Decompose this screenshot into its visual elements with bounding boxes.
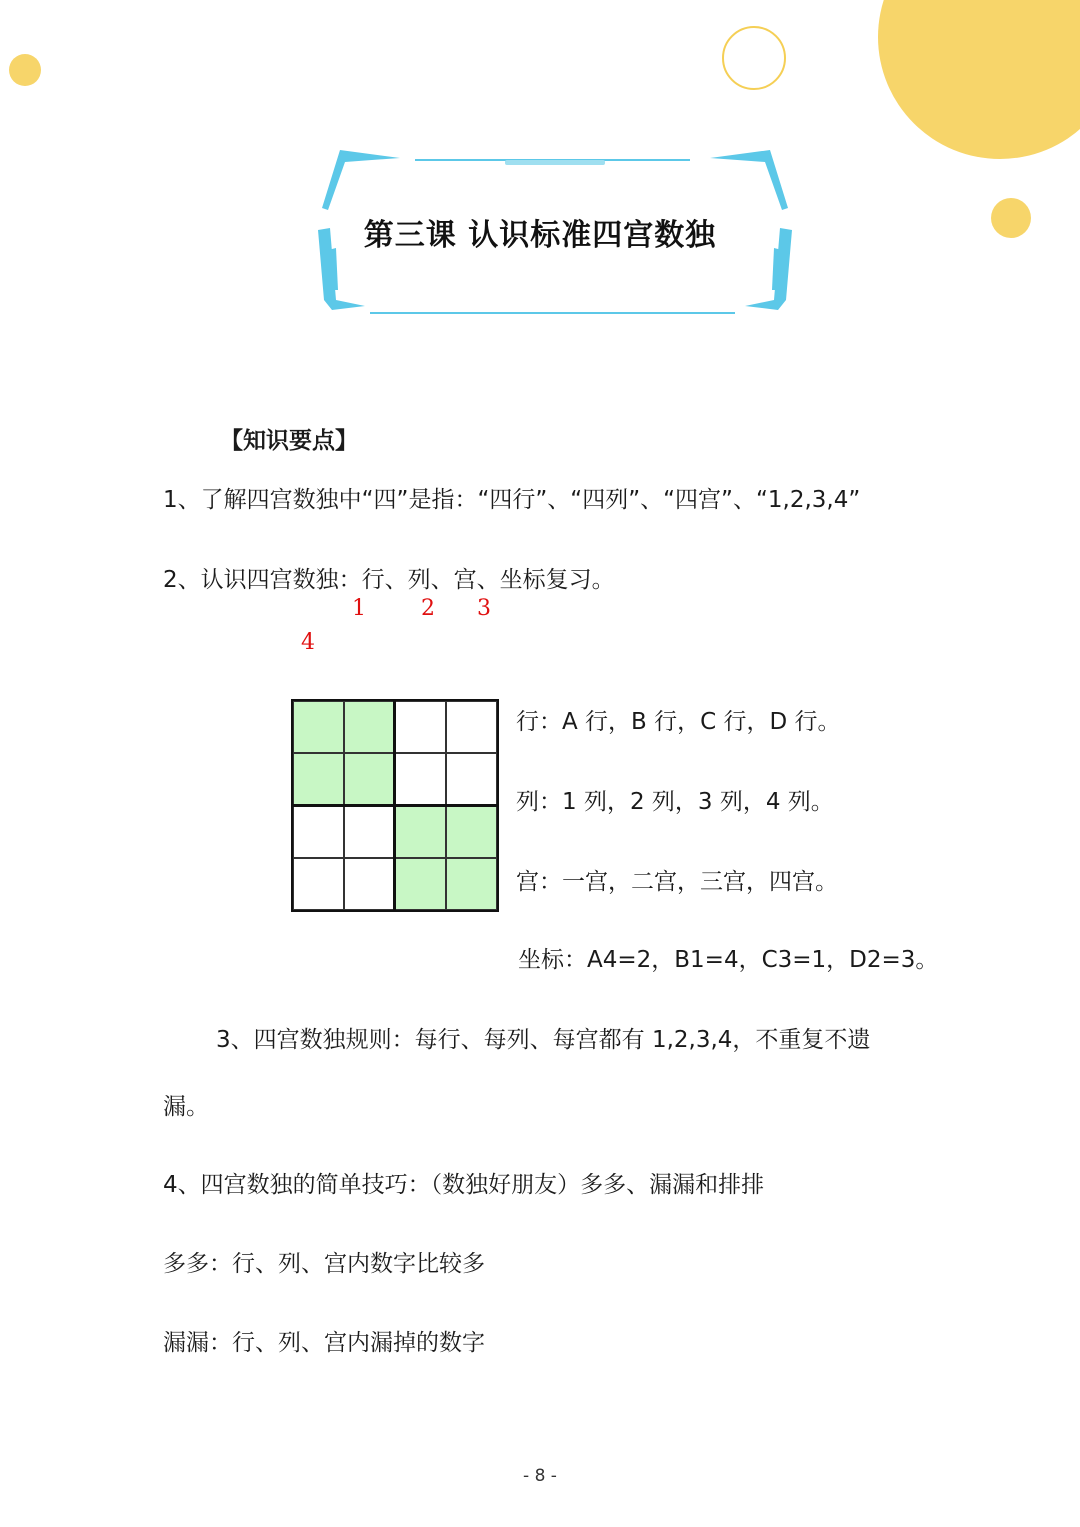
grid-cell: [293, 806, 344, 858]
loulou-line: 漏漏：行、列、宫内漏掉的数字: [163, 1330, 485, 1356]
red-number-1: 1: [352, 596, 366, 621]
point-2: 2、认识四宫数独：行、列、宫、坐标复习。: [163, 567, 615, 593]
grid-cell: [395, 701, 446, 753]
grid-cell: [293, 858, 344, 910]
grid-cell: [344, 701, 395, 753]
point-1: 1、了解四宫数独中“四”是指：“四行”、“四列”、“四宫”、“1,2,3,4”: [163, 487, 861, 513]
duoduo-line: 多多：行、列、宫内数字比较多: [163, 1251, 485, 1277]
page-number: - 8 -: [523, 1466, 557, 1486]
decorative-ring: [722, 26, 786, 90]
coords-label: 坐标：A4=2，B1=4，C3=1，D2=3。: [518, 947, 939, 973]
section-heading: 【知识要点】: [220, 428, 358, 454]
point-4: 4、四宫数独的简单技巧：（数独好朋友）多多、漏漏和排排: [163, 1172, 765, 1198]
grid-cell: [293, 753, 344, 805]
grid-cell: [344, 806, 395, 858]
grid-cell: [395, 753, 446, 805]
box-divider-horizontal: [291, 804, 499, 807]
red-number-2: 2: [421, 596, 435, 621]
grid-cell: [344, 858, 395, 910]
boxes-label: 宫：一宫，二宫，三宫，四宫。: [516, 869, 838, 895]
decorative-large-circle: [878, 0, 1080, 159]
grid-cell: [395, 806, 446, 858]
grid-cell: [446, 858, 497, 910]
page-title: 第三课 认识标准四宫数独: [363, 218, 717, 253]
decorative-small-circle-left: [9, 54, 41, 86]
cols-label: 列：1 列，2 列，3 列，4 列。: [516, 789, 834, 815]
grid-cell: [446, 701, 497, 753]
grid-cell: [344, 753, 395, 805]
grid-cell: [293, 701, 344, 753]
point-3-continued: 漏。: [163, 1094, 209, 1120]
grid-cell: [446, 753, 497, 805]
grid-cell: [395, 858, 446, 910]
point-3: 3、四宫数独规则：每行、每列、每宫都有 1,2,3,4，不重复不遗: [216, 1027, 871, 1053]
rows-label: 行：A 行，B 行，C 行，D 行。: [516, 709, 841, 735]
red-number-4: 4: [301, 630, 315, 655]
red-number-3: 3: [477, 596, 491, 621]
grid-cell: [446, 806, 497, 858]
